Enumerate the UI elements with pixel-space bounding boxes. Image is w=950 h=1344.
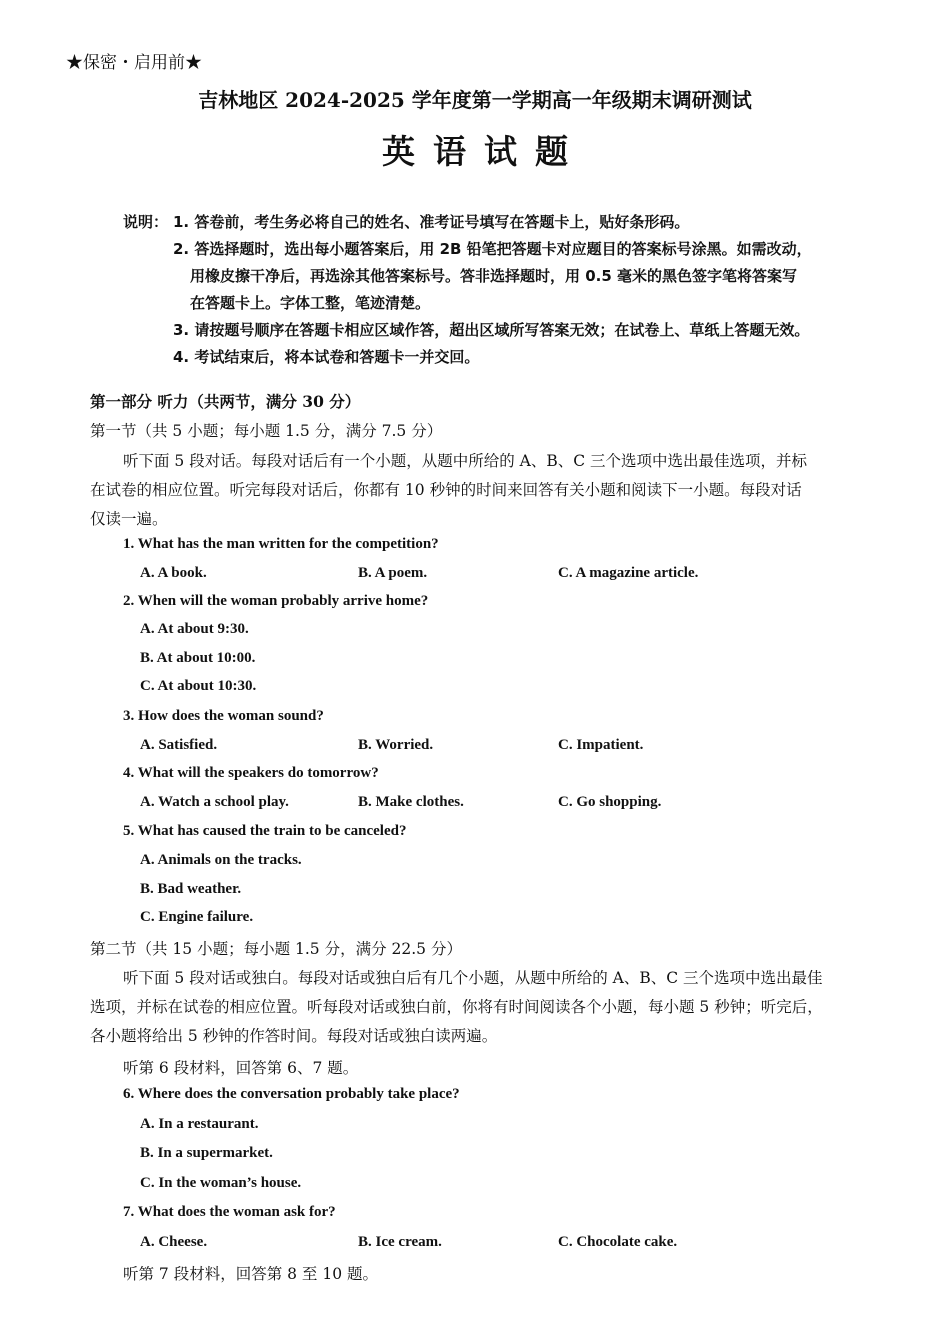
question-2-option-a: A. At about 9:30.: [140, 621, 249, 637]
question-3-stem: 3. How does the woman sound?: [123, 708, 324, 724]
question-4-option-b: B. Make clothes.: [358, 794, 464, 810]
instructions-label: 说明：: [123, 213, 169, 231]
question-4-option-c: C. Go shopping.: [558, 794, 662, 810]
question-2-option-c: C. At about 10:30.: [140, 678, 257, 694]
section2-directions-line2: 选项，并标在试卷的相应位置。听每段对话或独白前，你将有时间阅读各个小题，每小题 5 秒钟；听完后，: [90, 998, 823, 1016]
instruction-item-2-cont2: 在答题卡上。字体工整，笔迹清楚。: [190, 294, 431, 312]
question-4-option-a: A. Watch a school play.: [140, 794, 289, 810]
question-7-stem: 7. What does the woman ask for?: [123, 1204, 336, 1220]
instruction-item-2-cont: 用橡皮擦干净后，再选涂其他答案标号。答非选择题时，用 0.5 毫米的黑色签字笔将答案写: [190, 267, 798, 285]
question-3-option-b: B. Worried.: [358, 737, 434, 753]
question-6-option-a: A. In a restaurant.: [140, 1116, 259, 1132]
question-6-option-c: C. In the woman’s house.: [140, 1175, 302, 1191]
instruction-item-1: 1. 答卷前，考生务必将自己的姓名、准考证号填写在答题卡上，贴好条形码。: [173, 213, 690, 231]
question-4-stem: 4. What will the speakers do tomorrow?: [123, 765, 379, 781]
question-7-option-b: B. Ice cream.: [358, 1234, 442, 1250]
question-7-option-c: C. Chocolate cake.: [558, 1234, 678, 1250]
question-2-option-b: B. At about 10:00.: [140, 650, 256, 666]
part1-title: 第一部分 听力（共两节，满分 30 分）: [90, 392, 361, 411]
subject-title: 英语试题: [382, 132, 586, 171]
question-6-option-b: B. In a supermarket.: [140, 1145, 273, 1161]
question-5-option-c: C. Engine failure.: [140, 909, 254, 925]
instruction-item-4: 4. 考试结束后，将本试卷和答题卡一并交回。: [173, 348, 480, 366]
material-7-heading: 听第 7 段材料，回答第 8 至 10 题。: [123, 1265, 379, 1283]
instruction-item-3: 3. 请按题号顺序在答题卡相应区域作答，超出区域所写答案无效；在试卷上、草纸上答题无效。: [173, 321, 810, 339]
exam-title: 吉林地区 2024-2025 学年度第一学期高一年级期末调研测试: [198, 88, 752, 112]
question-5-option-b: B. Bad weather.: [140, 881, 242, 897]
question-2-stem: 2. When will the woman probably arrive home?: [123, 593, 429, 609]
section1-directions-line1: 听下面 5 段对话。每段对话后有一个小题，从题中所给的 A、B、C 三个选项中选出最佳选项，并标: [123, 452, 808, 470]
question-1-stem: 1. What has the man written for the competition?: [123, 536, 439, 552]
question-5-option-a: A. Animals on the tracks.: [140, 852, 302, 868]
question-7-option-a: A. Cheese.: [140, 1234, 208, 1250]
question-1-option-c: C. A magazine article.: [558, 565, 699, 581]
question-6-stem: 6. Where does the conversation probably take place?: [123, 1086, 460, 1102]
question-5-stem: 5. What has caused the train to be canceled?: [123, 823, 407, 839]
question-3-option-a: A. Satisfied.: [140, 737, 218, 753]
section1-directions-line3: 仅读一遍。: [90, 510, 168, 528]
question-3-option-c: C. Impatient.: [558, 737, 644, 753]
instruction-item-2: 2. 答选择题时，选出每小题答案后，用 2B 铅笔把答题卡对应题目的答案标号涂黑。如需改动，: [173, 240, 812, 258]
section1-title: 第一节（共 5 小题；每小题 1.5 分，满分 7.5 分）: [90, 422, 443, 440]
question-1-option-a: A. A book.: [140, 565, 207, 581]
section2-directions-line1: 听下面 5 段对话或独白。每段对话或独白后有几个小题，从题中所给的 A、B、C 三个选项中选出最佳: [123, 969, 823, 987]
section2-directions-line3: 各小题将给出 5 秒钟的作答时间。每段对话或独白读两遍。: [90, 1027, 498, 1045]
question-1-option-b: B. A poem.: [358, 565, 428, 581]
section1-directions-line2: 在试卷的相应位置。听完每段对话后，你都有 10 秒钟的时间来回答有关小题和阅读下一小题。每段对话: [90, 481, 802, 499]
section2-title: 第二节（共 15 小题；每小题 1.5 分，满分 22.5 分）: [90, 940, 462, 958]
material-6-heading: 听第 6 段材料，回答第 6、7 题。: [123, 1059, 359, 1077]
confidential-mark: ★保密・启用前★: [66, 53, 202, 73]
